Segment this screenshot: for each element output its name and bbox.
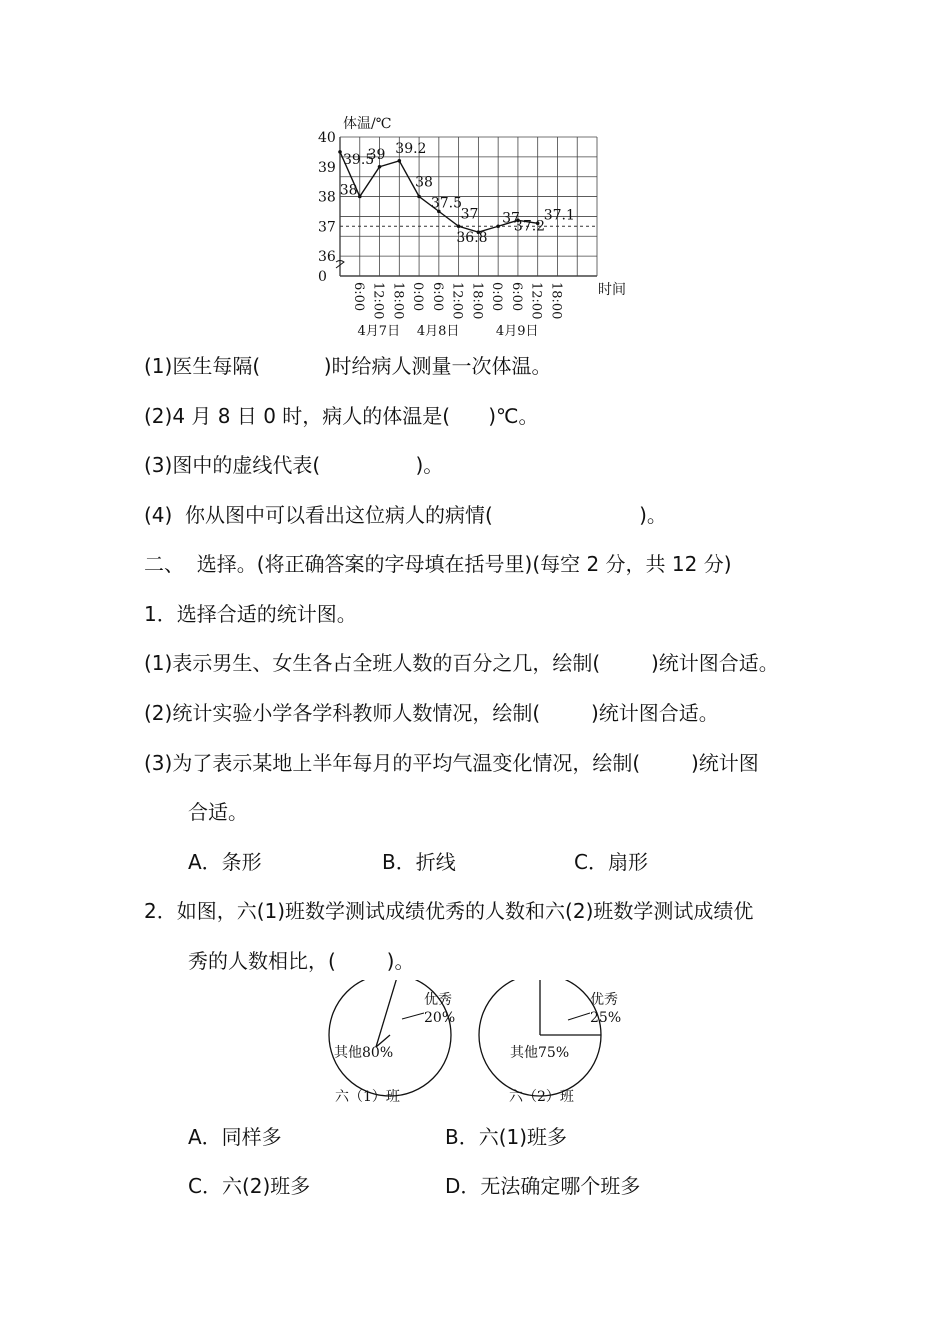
x-tick-label: 18:00 — [548, 282, 564, 320]
y-tick-label: 38 — [318, 189, 336, 206]
choice-2-line-2: 秀的人数相比，( )。 — [188, 949, 415, 973]
value-label: 37.1 — [543, 207, 575, 224]
y-axis-label: 体温/℃ — [343, 116, 392, 132]
pie-2-excellent-pct: 25% — [590, 1010, 622, 1026]
section-2-heading: 二、 选择。(将正确答案的字母填在括号里)(每空 2 分，共 12 分) — [144, 552, 732, 576]
pie-2-title: 六（2）班 — [509, 1089, 574, 1105]
choice-1-sub-1: (1)表示男生、女生各占全班人数的百分之几，绘制( )统计图合适。 — [144, 651, 779, 675]
data-point — [496, 224, 500, 228]
option-a-bar: A．条形 — [188, 850, 262, 874]
option-c-class2: C．六(2)班多 — [188, 1174, 311, 1198]
option-d-unknown: D．无法确定哪个班多 — [445, 1174, 641, 1198]
x-axis-label: 时间 — [598, 282, 626, 298]
option-b-line: B．折线 — [382, 850, 456, 874]
data-point — [457, 224, 461, 228]
pie-1-other-label: 其他80% — [334, 1045, 394, 1061]
data-point — [378, 165, 382, 169]
x-tick-label: 12:00 — [449, 282, 465, 320]
pie-1-title: 六（1）班 — [335, 1089, 400, 1105]
y-tick-label: 39 — [318, 159, 336, 176]
y-tick-label: 0 — [318, 269, 327, 285]
y-tick-label: 36 — [318, 249, 336, 265]
date-labels — [358, 324, 539, 339]
date-label: 4月9日 — [495, 324, 539, 339]
temperature-line-chart — [0, 0, 950, 345]
option-a-same: A．同样多 — [188, 1125, 282, 1149]
pie-class-2 — [479, 980, 621, 1105]
x-tick-label: 12:00 — [370, 282, 386, 320]
question-4-condition: (4) 你从图中可以看出这位病人的病情( )。 — [144, 503, 667, 527]
choice-1-title: 1．选择合适的统计图。 — [144, 602, 357, 626]
x-tick-label: 0:00 — [410, 282, 426, 312]
data-point — [417, 195, 421, 199]
value-label: 39.2 — [395, 140, 427, 157]
value-label: 39 — [367, 146, 386, 163]
x-tick-label: 18:00 — [469, 282, 485, 320]
pie-2-other-label: 其他75% — [510, 1045, 570, 1061]
value-label: 37 — [460, 206, 479, 223]
option-b-class1: B．六(1)班多 — [445, 1125, 568, 1149]
value-label: 37 — [502, 210, 520, 227]
value-label: 38 — [415, 174, 433, 191]
question-1-interval: (1)医生每隔( )时给病人测量一次体温。 — [144, 354, 552, 378]
choice-1-sub-2: (2)统计实验小学各学科教师人数情况，绘制( )统计图合适。 — [144, 701, 719, 725]
date-label: 4月8日 — [416, 324, 460, 339]
value-label: 37.2 — [513, 218, 546, 235]
pie-1-excellent-pct: 20% — [424, 1010, 456, 1026]
value-label: 39.5 — [343, 151, 375, 168]
x-tick-label: 6:00 — [429, 282, 445, 312]
data-point — [398, 159, 402, 163]
data-point — [358, 195, 362, 199]
y-tick-label: 37 — [318, 219, 336, 236]
pie-1-leader — [402, 1013, 424, 1019]
pie-1-excellent-label: 优秀 — [424, 992, 452, 1008]
pie-charts — [0, 980, 950, 1110]
choice-2-line-1: 2．如图，六(1)班数学测试成绩优秀的人数和六(2)班数学测试成绩优 — [144, 899, 754, 923]
x-tick-label: 0:00 — [489, 282, 505, 312]
x-ticks — [351, 282, 564, 319]
y-ticks — [318, 130, 336, 285]
question-2-temperature: (2)4 月 8 日 0 时，病人的体温是( )℃。 — [144, 404, 539, 428]
data-point — [338, 150, 342, 154]
value-label: 38 — [339, 182, 358, 199]
value-label: 37.5 — [430, 195, 463, 212]
x-tick-label: 18:00 — [390, 282, 406, 320]
choice-1-sub-3: (3)为了表示某地上半年每月的平均气温变化情况，绘制( )统计图 — [144, 751, 759, 775]
x-tick-label: 6:00 — [508, 282, 524, 312]
question-3-dashed-line: (3)图中的虚线代表( )。 — [144, 453, 444, 477]
value-label: 36.8 — [456, 230, 488, 247]
choice-1-sub-3-cont: 合适。 — [188, 800, 248, 824]
x-tick-label: 6:00 — [350, 282, 366, 312]
option-c-pie: C．扇形 — [574, 850, 648, 874]
y-tick-label: 40 — [318, 130, 336, 146]
date-label: 4月7日 — [357, 324, 401, 339]
pie-2-leader — [568, 1013, 590, 1020]
pie-class-1 — [329, 980, 455, 1105]
pie-2-excellent-label: 优秀 — [590, 992, 618, 1008]
x-tick-label: 12:00 — [528, 282, 544, 320]
